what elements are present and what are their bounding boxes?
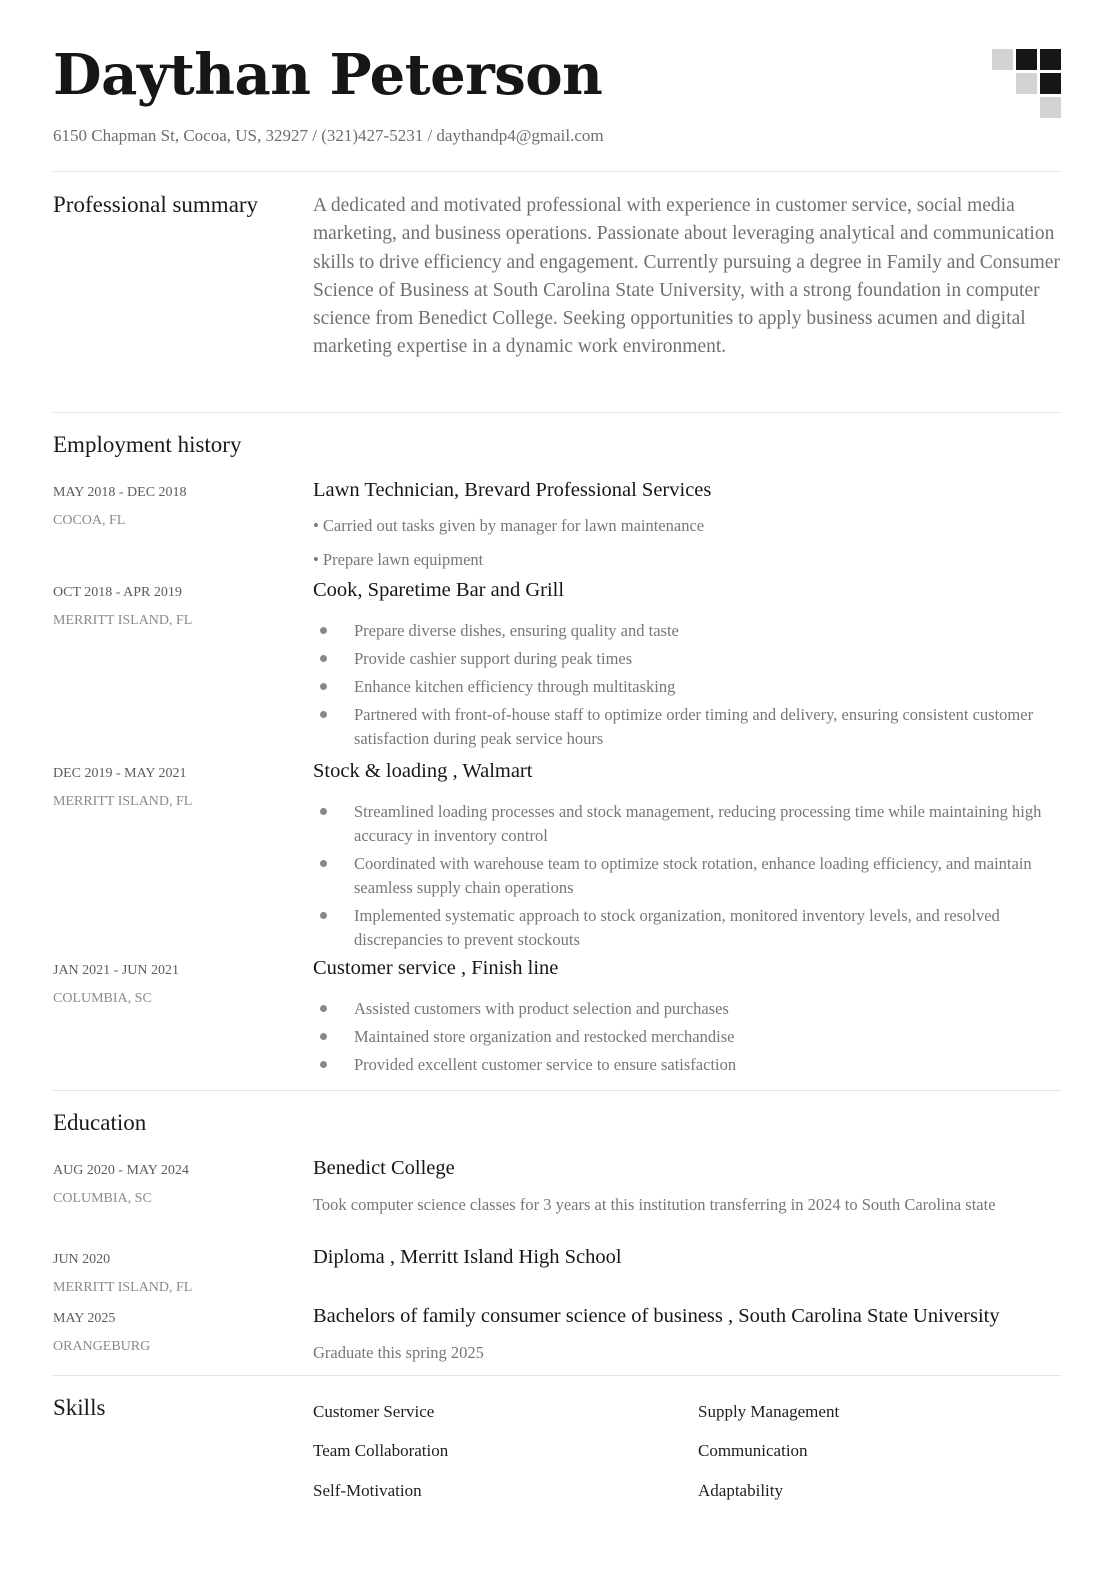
skills-heading: Skills	[53, 1395, 106, 1420]
job-dates: JAN 2021 - JUN 2021	[53, 963, 179, 978]
bullet-text: Provided excellent customer service to ensure satisfaction	[354, 1055, 737, 1074]
bullet-dot-icon	[320, 711, 327, 718]
skill-item: Self-Motivation	[313, 1481, 422, 1500]
education-dates: MAY 2025	[53, 1311, 116, 1326]
contact-line: 6150 Chapman St, Cocoa, US, 32927 / (321)427-5231 / daythandp4@gmail.com	[53, 126, 604, 145]
job-location: MERRITT ISLAND, FL	[53, 613, 193, 628]
education-location: ORANGEBURG	[53, 1339, 151, 1354]
bullet-dot-icon	[320, 1005, 327, 1012]
bullet-dot-icon	[320, 627, 327, 634]
divider	[53, 1090, 1061, 1091]
bullet-item	[313, 1025, 1053, 1049]
bullet-item	[313, 904, 1053, 952]
bullet-text: Assisted customers with product selection and purchases	[354, 999, 729, 1018]
job-title: Customer service , Finish line	[313, 957, 559, 979]
job-title: Stock & loading , Walmart	[313, 760, 533, 782]
bullet-item	[313, 647, 1053, 671]
bullet-item	[313, 800, 1053, 848]
job-dates: MAY 2018 - DEC 2018	[53, 485, 187, 500]
bullet-text: Streamlined loading processes and stock management, reducing processing time while maintaining high accuracy in inventory control	[354, 802, 1042, 845]
bullet-item	[313, 619, 1053, 643]
education-location: MERRITT ISLAND, FL	[53, 1280, 193, 1295]
bullet-item	[313, 997, 1053, 1021]
bullet-item	[313, 675, 1053, 699]
education-description: Graduate this spring 2025	[313, 1343, 484, 1362]
bullet-text: Partnered with front-of-house staff to optimize order timing and delivery, ensuring consistent customer satisfaction during peak service hours	[354, 705, 1034, 748]
education-title: Diploma , Merritt Island High School	[313, 1246, 622, 1268]
bullet-text: Coordinated with warehouse team to optimize stock rotation, enhance loading efficiency, and maintain seamless supply chain operations	[354, 854, 1032, 897]
bullet-item	[313, 1053, 1053, 1077]
candidate-name: Daythan Peterson	[53, 42, 603, 108]
skill-item: Team Collaboration	[313, 1441, 449, 1460]
bullet-text: Provide cashier support during peak times	[354, 649, 633, 668]
education-dates: JUN 2020	[53, 1252, 111, 1267]
job-title: Cook, Sparetime Bar and Grill	[313, 579, 565, 601]
job-location: COCOA, FL	[53, 513, 126, 528]
brand-logo	[992, 49, 1062, 119]
divider	[53, 1375, 1061, 1376]
job-location: COLUMBIA, SC	[53, 991, 152, 1006]
job-location: MERRITT ISLAND, FL	[53, 794, 193, 809]
education-dates: AUG 2020 - MAY 2024	[53, 1163, 189, 1178]
bullet-item	[313, 852, 1053, 900]
divider	[53, 171, 1061, 172]
bullet-text: Enhance kitchen efficiency through multitasking	[354, 677, 676, 696]
skill-item: Supply Management	[698, 1402, 840, 1421]
job-bullets	[313, 997, 1053, 1081]
skill-item: Customer Service	[313, 1402, 435, 1421]
skill-item: Adaptability	[698, 1481, 783, 1500]
job-title: Lawn Technician, Brevard Professional Services	[313, 479, 712, 501]
skill-item: Communication	[698, 1441, 808, 1460]
bullet-text: Prepare diverse dishes, ensuring quality and taste	[354, 621, 679, 640]
bullet-dot-icon	[320, 655, 327, 662]
job-bullets	[313, 619, 1053, 755]
bullet-text: Maintained store organization and restocked merchandise	[354, 1027, 735, 1046]
bullet-dot-icon	[320, 683, 327, 690]
employment-heading: Employment history	[53, 432, 242, 457]
education-description: Took computer science classes for 3 years at this institution transferring in 2024 to South Carolina state	[313, 1195, 996, 1214]
education-title: Benedict College	[313, 1157, 455, 1179]
job-dates: DEC 2019 - MAY 2021	[53, 766, 187, 781]
job-task-line: • Carried out tasks given by manager for lawn maintenance	[313, 516, 705, 535]
bullet-dot-icon	[320, 912, 327, 919]
bullet-dot-icon	[320, 1033, 327, 1040]
bullet-text: Implemented systematic approach to stock organization, monitored inventory levels, and resolved discrepancies to prevent stockouts	[354, 906, 1000, 949]
bullet-dot-icon	[320, 808, 327, 815]
education-location: COLUMBIA, SC	[53, 1191, 152, 1206]
education-heading: Education	[53, 1110, 147, 1135]
summary-text: A dedicated and motivated professional with experience in customer service, social media marketing, and business operations. Passionate about leveraging analytical and communication skills to drive efficiency and engagement. Currently pursuing a degree in Family and Consumer Science of Business at South Carolina State University, with a strong foundation in computer science from Benedict College. Seeking opportunities to apply business acumen and digital marketing expertise in a dynamic work environment.	[313, 195, 1060, 358]
bullet-item	[313, 703, 1053, 751]
bullet-dot-icon	[320, 860, 327, 867]
job-task-line: • Prepare lawn equipment	[313, 550, 484, 569]
bullet-dot-icon	[320, 1061, 327, 1068]
job-dates: OCT 2018 - APR 2019	[53, 585, 182, 600]
education-title: Bachelors of family consumer science of business , South Carolina State University	[313, 1305, 1000, 1327]
summary-heading: Professional summary	[53, 192, 259, 217]
divider	[53, 412, 1061, 413]
job-bullets	[313, 800, 1053, 956]
